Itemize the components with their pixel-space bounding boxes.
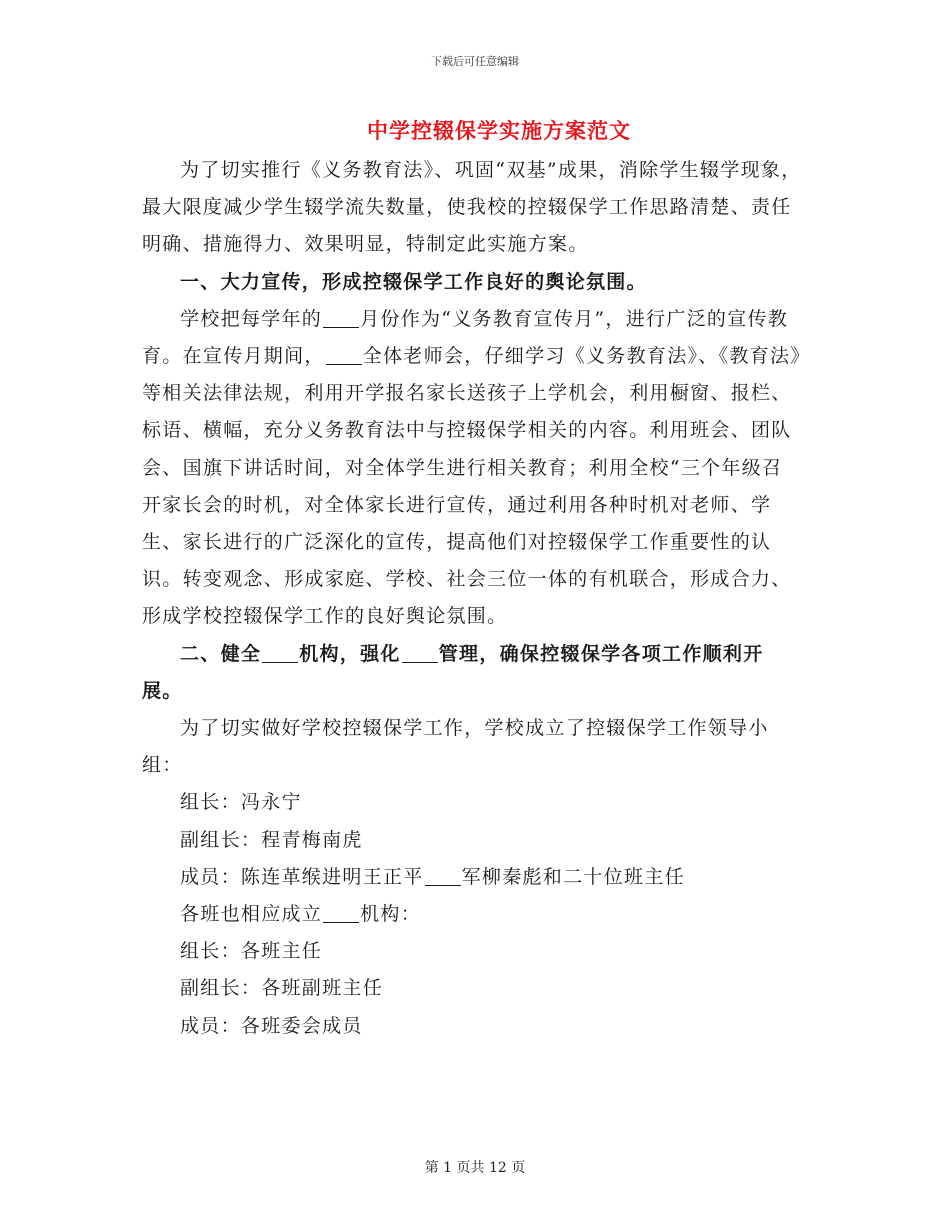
class-members-line: 成员：各班委会成员 <box>180 1014 363 1037</box>
vice-leader-line: 副组长：程青梅南虎 <box>180 828 363 851</box>
section2-heading-b: 机构，强化 <box>299 642 401 665</box>
section2-heading-c: 管理，确保控辍保学各项工作顺利开展。 <box>142 642 764 702</box>
blank-line <box>323 903 359 923</box>
blank-line <box>402 643 438 663</box>
section2-intro: 为了切实做好学校控辍保学工作，学校成立了控辍保学工作领导小组： <box>142 717 769 777</box>
section2-heading-a: 二、健全 <box>180 642 262 665</box>
blank-line <box>323 308 359 328</box>
class-setup-line <box>142 896 802 933</box>
page-footer: 第 1 页共 12 页 <box>424 1160 526 1176</box>
class-leader-line: 组长：各班主任 <box>180 940 323 963</box>
leader-line: 组长：冯永宁 <box>180 791 302 814</box>
blank-line <box>262 643 298 663</box>
members-text-b: 军柳秦彪和二十位班主任 <box>461 865 685 888</box>
section2-heading <box>142 636 802 710</box>
section1-text-a: 学校把每学年的 <box>180 307 323 330</box>
intro-paragraph: 为了切实推行《义务教育法》、巩固“双基”成果，消除学生辍学现象，最大限度减少学生辍学流失数量，使我校的控辍保学工作思路清楚、责任明确、措施得力、效果明显，特制定此实施方案。 <box>142 159 802 256</box>
blank-line <box>326 345 362 365</box>
section1-paragraph <box>142 301 802 636</box>
section1-heading: 一、大力宣传，形成控辍保学工作良好的舆论氛围。 <box>180 270 647 293</box>
members-line <box>142 859 802 896</box>
header-note: 下载后可任意编辑 <box>431 55 519 68</box>
class-setup-text-a: 各班也相应成立 <box>180 903 323 926</box>
class-setup-text-b: 机构： <box>360 903 422 926</box>
document-title: 中学控辍保学实施方案范文 <box>367 118 631 143</box>
section1-text-b: 月份作为“义务教育宣传月”，进行广泛的宣传教育。在宣传月期间， <box>142 307 789 368</box>
document-body <box>142 152 802 1045</box>
blank-line <box>425 866 461 886</box>
members-text-a: 成员：陈连革缑进明王正平 <box>180 865 424 888</box>
class-vice-leader-line: 副组长：各班副班主任 <box>180 977 384 1000</box>
section1-text-c: 全体老师会，仔细学习《义务教育法》、《教育法》等相关法律法规，利用开学报名家长送孩子上学机会，利用橱窗、报栏、标语、横幅，充分义务教育法中与控辍保学相关的内容。利用班会、团队会、国旗下讲话时间，对全体学生进行相关教育；利用全校“三个年级召开家长会的时机，对全体家长进行宣传，通过利用各种时机对老师、学生、家长进行的广泛深化的宣传，提高他们对控辍保学工作重要性的认识。转变观念、形成家庭、学校、社会三位一体的有机联合，形成合力、形成学校控辍保学工作的良好舆论氛围。 <box>142 345 802 628</box>
